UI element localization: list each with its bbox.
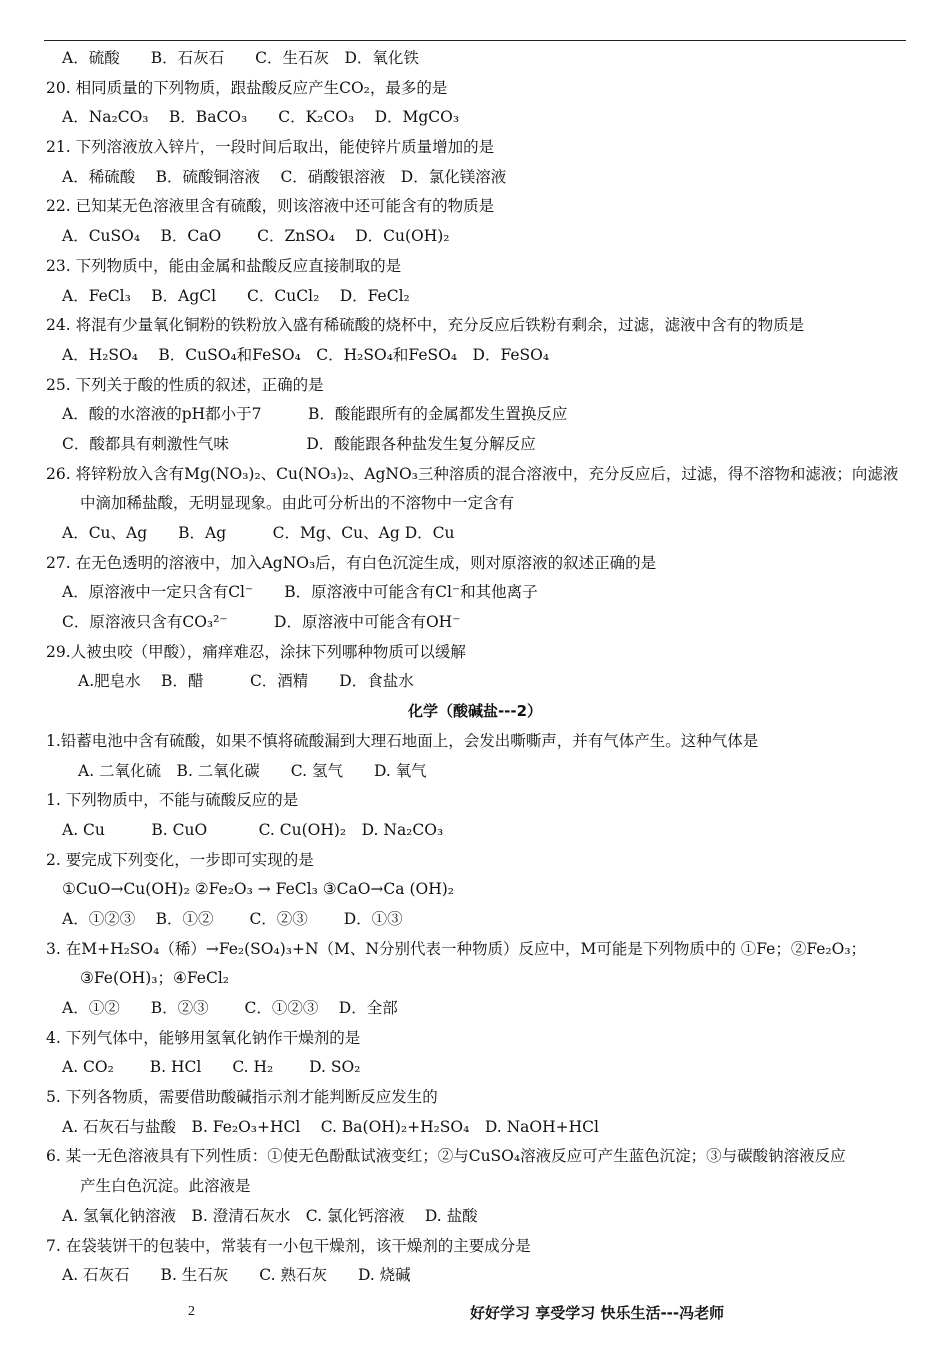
answer-options: A．CuSO₄ B．CaO C．ZnSO₄ D．Cu(OH)₂ bbox=[62, 227, 450, 246]
question-stem: 4. 下列气体中，能够用氢氧化钠作干燥剂的是 bbox=[46, 1028, 361, 1047]
question-stem: 1. 下列物质中，不能与硫酸反应的是 bbox=[46, 791, 299, 810]
page-footer bbox=[0, 1300, 950, 1330]
answer-options: C．酸都具有刺激性气味 D．酸能跟各种盐发生复分解反应 bbox=[62, 434, 536, 453]
question-stem: 6. 某一无色溶液具有下列性质：①使无色酚酞试液变红；②与CuSO₄溶液反应可产生蓝色沉淀；③与碳酸钠溶液反应 bbox=[46, 1147, 846, 1166]
answer-options: A. 二氧化硫 B. 二氧化碳 C. 氢气 D. 氧气 bbox=[78, 761, 427, 780]
question-stem: 26. 将锌粉放入含有Mg(NO₃)₂、Cu(NO₃)₂、AgNO₃三种溶质的混合溶液中，充分反应后，过滤，得不溶物和滤液；向滤液 bbox=[46, 464, 899, 483]
answer-options: A．稀硫酸 B．硫酸铜溶液 C．硝酸银溶液 D．氯化镁溶液 bbox=[62, 167, 507, 186]
question-continuation: 产生白色沉淀。此溶液是 bbox=[80, 1177, 251, 1196]
answer-options: A．①② B．②③ C．①②③ D．全部 bbox=[62, 999, 398, 1017]
question-stem: 22. 已知某无色溶液里含有硫酸，则该溶液中还可能含有的物质是 bbox=[46, 197, 495, 216]
question-stem: 7. 在袋装饼干的包装中，常装有一小包干燥剂，该干燥剂的主要成分是 bbox=[46, 1236, 531, 1255]
question-stem: 2. 要完成下列变化，一步即可实现的是 bbox=[46, 850, 314, 869]
question-stem: 24. 将混有少量氧化铜粉的铁粉放入盛有稀硫酸的烧杯中，充分反应后铁粉有剩余，过滤，滤液中含有的物质是 bbox=[46, 316, 805, 335]
question-continuation: 中滴加稀盐酸，无明显现象。由此可分析出的不溶物中一定含有 bbox=[80, 494, 515, 513]
answer-options: A．FeCl₃ B．AgCl C．CuCl₂ D．FeCl₂ bbox=[62, 286, 410, 305]
answer-options: A. 石灰石与盐酸 B. Fe₂O₃+HCl C. Ba(OH)₂+H₂SO₄ D. NaOH+HCl bbox=[62, 1117, 599, 1136]
footer-motto: 好好学习 享受学习 快乐生活---冯老师 bbox=[470, 1304, 725, 1322]
question-stem: 20. 相同质量的下列物质，跟盐酸反应产生CO₂，最多的是 bbox=[46, 78, 448, 97]
question-continuation: ③Fe(OH)₃；④FeCl₂ bbox=[80, 969, 230, 988]
question-stem: 21. 下列溶液放入锌片，一段时间后取出，能使锌片质量增加的是 bbox=[46, 138, 495, 157]
answer-options: A．原溶液中一定只含有Cl⁻ B．原溶液中可能含有Cl⁻和其他离子 bbox=[62, 583, 538, 602]
answer-options: A. CO₂ B. HCl C. H₂ D. SO₂ bbox=[62, 1058, 361, 1077]
answer-options: C．原溶液只含有CO₃²⁻ D．原溶液中可能含有OH⁻ bbox=[62, 613, 461, 632]
question-stem: 3. 在M+H₂SO₄（稀）→Fe₂(SO₄)₃+N（M、N分别代表一种物质）反应中，M可能是下列物质中的 ①Fe；②Fe₂O₃； bbox=[46, 939, 867, 958]
question-stem: 25. 下列关于酸的性质的叙述，正确的是 bbox=[46, 375, 324, 394]
answer-options: A．H₂SO₄ B．CuSO₄和FeSO₄ C．H₂SO₄和FeSO₄ D．FeSO₄ bbox=[62, 345, 550, 364]
document-body bbox=[44, 44, 906, 1291]
page-number: 2 bbox=[188, 1304, 195, 1319]
question-stem: 27. 在无色透明的溶液中，加入AgNO₃后，有白色沉淀生成，则对原溶液的叙述正确的是 bbox=[46, 553, 657, 572]
answer-options: ①CuO→Cu(OH)₂ ②Fe₂O₃ → FeCl₃ ③CaO→Ca (OH)₂ bbox=[62, 880, 454, 899]
answer-options: A. 石灰石 B. 生石灰 C. 熟石灰 D. 烧碱 bbox=[62, 1266, 411, 1285]
answer-options: A. Cu B. CuO C. Cu(OH)₂ D. Na₂CO₃ bbox=[62, 820, 444, 839]
answer-options: A.肥皂水 B．醋 C．酒精 D．食盐水 bbox=[78, 672, 414, 691]
answer-options: A．Na₂CO₃ B．BaCO₃ C．K₂CO₃ D．MgCO₃ bbox=[62, 108, 460, 127]
answer-options: A. 氢氧化钠溶液 B. 澄清石灰水 C. 氯化钙溶液 D. 盐酸 bbox=[62, 1206, 478, 1225]
question-stem: 23. 下列物质中，能由金属和盐酸反应直接制取的是 bbox=[46, 256, 402, 275]
question-stem: 1.铅蓄电池中含有硫酸，如果不慎将硫酸漏到大理石地面上，会发出嘶嘶声，并有气体产生。这种气体是 bbox=[46, 731, 759, 750]
question-stem: 5. 下列各物质，需要借助酸碱指示剂才能判断反应发生的 bbox=[46, 1088, 438, 1107]
section-title: 化学（酸碱盐---2） bbox=[407, 702, 543, 721]
answer-options: A．酸的水溶液的pH都小于7 B．酸能跟所有的金属都发生置换反应 bbox=[62, 405, 568, 424]
answer-options: A．硫酸 B．石灰石 C．生石灰 D．氧化铁 bbox=[62, 49, 419, 67]
answer-options: A．Cu、Ag B．Ag C．Mg、Cu、Ag D．Cu bbox=[62, 524, 455, 542]
question-stem: 29.人被虫咬（甲酸），痛痒难忍，涂抹下列哪种物质可以缓解 bbox=[46, 642, 466, 661]
header-rule bbox=[44, 40, 906, 41]
answer-options: A．①②③ B．①② C．②③ D．①③ bbox=[62, 909, 403, 928]
